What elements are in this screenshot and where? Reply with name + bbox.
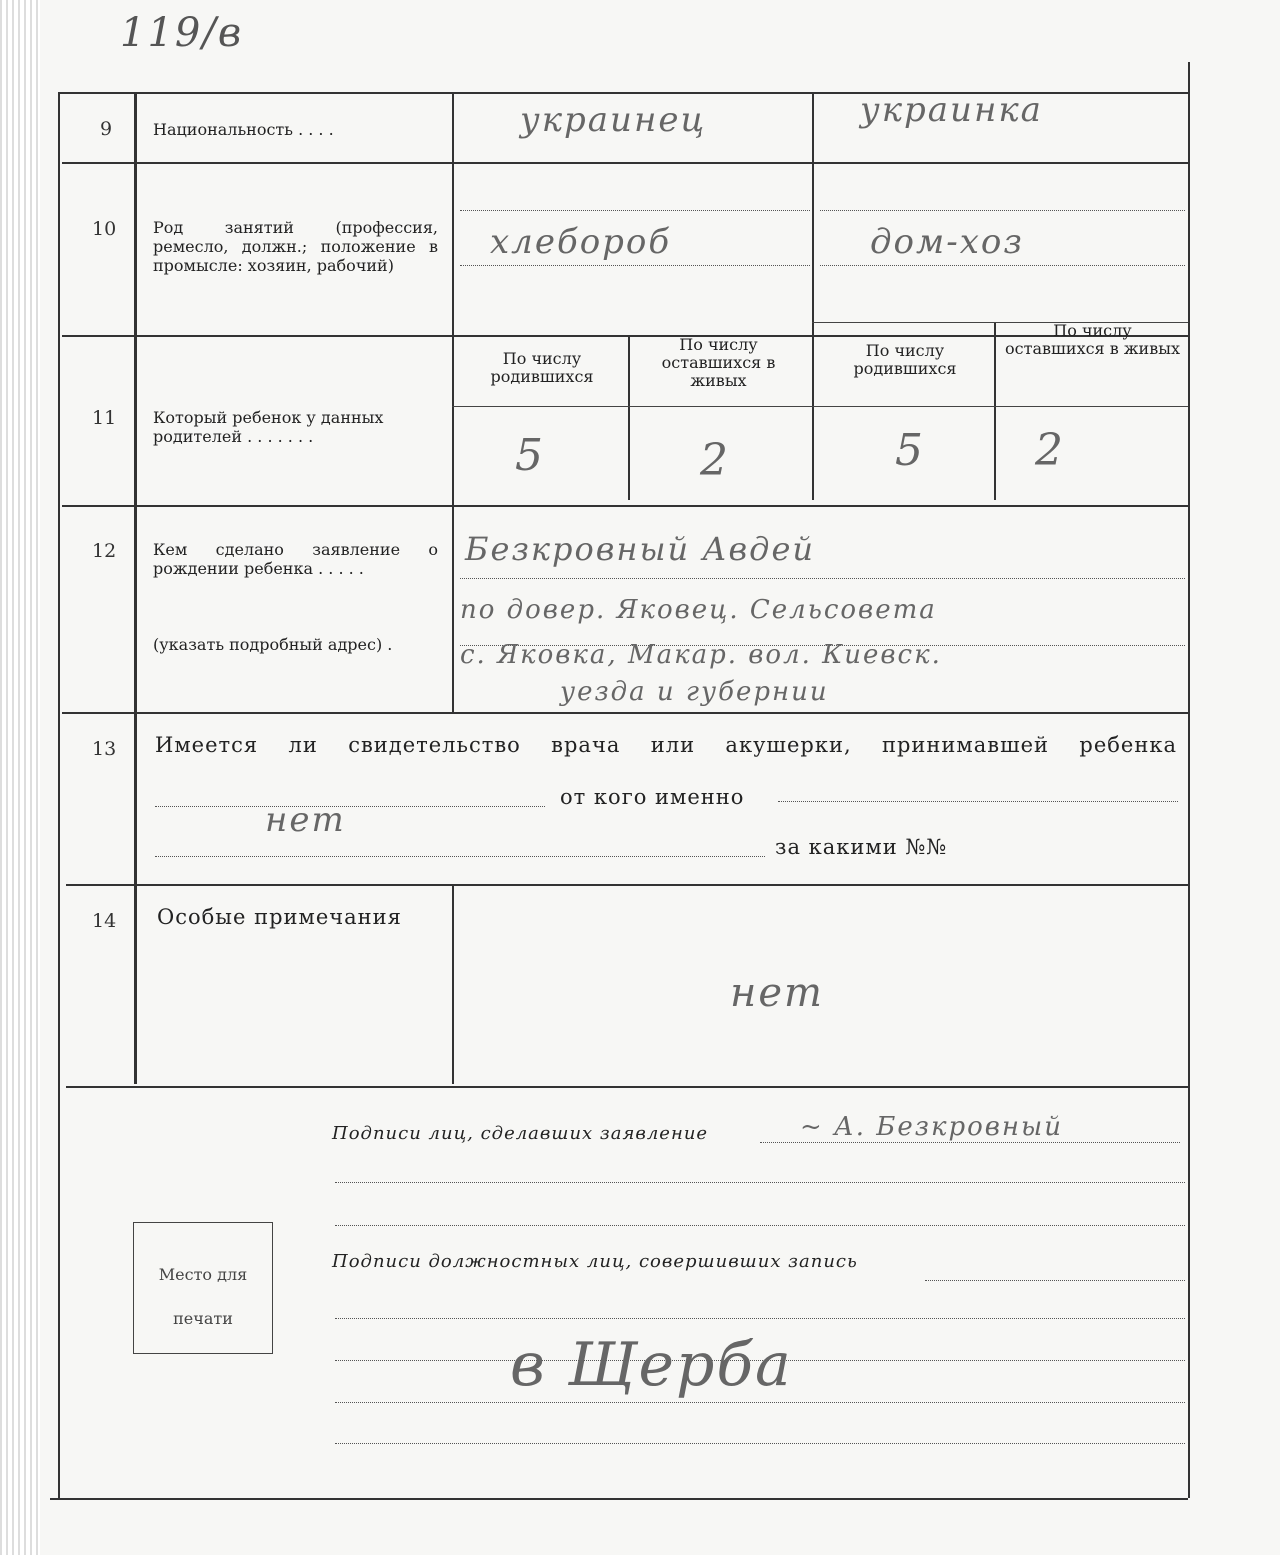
field-value: нет <box>730 970 824 1016</box>
seal-box <box>133 1222 273 1354</box>
divider <box>994 322 996 500</box>
row-number: 9 <box>100 118 113 140</box>
field-label: Который ребенок у данных родителей . . . . . . . <box>153 408 384 446</box>
divider <box>50 1498 1188 1500</box>
divider <box>62 505 1188 507</box>
count-value: 2 <box>1035 425 1065 476</box>
divider <box>628 335 630 500</box>
divider <box>1188 62 1190 1498</box>
field-label: от кого именно <box>560 785 745 809</box>
field-label: Национальность . . . . <box>153 120 334 139</box>
field-value: хлебороб <box>490 222 672 262</box>
row-number: 10 <box>92 218 117 240</box>
row-number: 13 <box>92 738 117 760</box>
field-label: за какими №№ <box>775 835 948 859</box>
row-number: 12 <box>92 540 117 562</box>
divider <box>452 406 1188 407</box>
divider <box>134 92 137 1084</box>
field-label: Особые примечания <box>157 905 402 929</box>
field-label: Имеется ли свидетельство врача или акушерки, принимавшей ребенка <box>155 733 1177 757</box>
applicant-line: по довер. Яковец. Сельсовета <box>460 595 937 625</box>
count-value: 5 <box>895 425 925 476</box>
applicant-line: Безкровный Авдей <box>465 530 815 568</box>
count-value: 5 <box>515 430 545 481</box>
page-mark: 119/в <box>120 10 244 56</box>
column-header: По числу оставшихся в живых <box>1005 321 1180 358</box>
divider <box>66 884 1188 886</box>
field-value: украинка <box>860 90 1043 130</box>
divider <box>62 162 1188 164</box>
divider <box>812 92 814 500</box>
field-value: дом-хоз <box>870 222 1024 262</box>
column-header: По числу родившихся <box>490 349 594 386</box>
officials-signature-label: Подписи должностных лиц, совершивших запись <box>332 1251 858 1272</box>
column-header: По числу родившихся <box>853 341 957 378</box>
applicant-line: уезда и губернии <box>560 677 829 707</box>
row-number: 11 <box>92 407 117 429</box>
seal-place-label: Место для печати <box>158 1265 248 1328</box>
official-signature: в Щерба <box>510 1330 793 1400</box>
field-value: украинец <box>520 100 707 140</box>
divider <box>58 92 60 1498</box>
count-value: 2 <box>700 435 730 486</box>
field-label: Род занятий (профессия, ремесло, должн.; положение в промысле: хозяин, рабочий) <box>153 218 438 275</box>
divider <box>452 884 454 1084</box>
row-number: 14 <box>92 910 117 932</box>
divider <box>452 92 454 712</box>
applicant-signature: ~ А. Безкровный <box>800 1112 1063 1142</box>
applicants-signature-label: Подписи лиц, сделавших заявление <box>332 1123 709 1144</box>
field-value: нет <box>265 800 346 840</box>
binding-edge <box>0 0 40 1555</box>
divider <box>62 712 1188 714</box>
column-header: По числу оставшихся в живых <box>661 335 776 390</box>
applicant-line: с. Яковка, Макар. вол. Киевск. <box>460 640 942 670</box>
field-label: (указать подробный адрес) . <box>153 635 393 654</box>
divider <box>66 1086 1188 1088</box>
field-label: Кем сделано заявление о рождении ребенка . . . . . <box>153 540 438 578</box>
